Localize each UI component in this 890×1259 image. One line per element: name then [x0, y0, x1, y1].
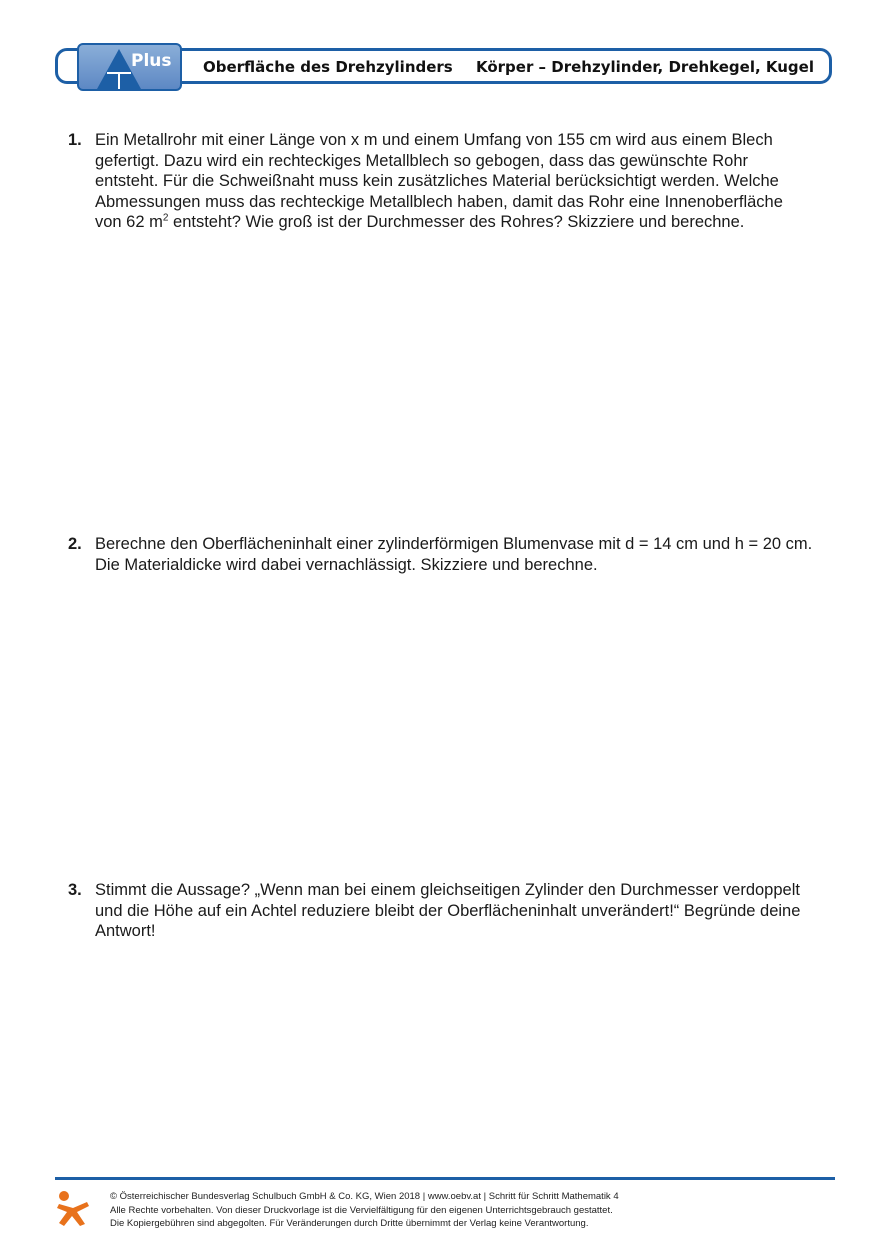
- oebv-figure-icon: [55, 1190, 91, 1228]
- task-1: [68, 130, 813, 233]
- task-number: 3.: [68, 881, 82, 899]
- task-2: [68, 534, 813, 575]
- task-3: [68, 880, 813, 942]
- footer-line: Die Kopiergebühren sind abgegolten. Für Veränderungen durch Dritte übernimmt der Verlag keine Verantwortung.: [110, 1218, 589, 1229]
- page-title: Oberfläche des Drehzylinders: [203, 58, 453, 76]
- task-number: 2.: [68, 535, 82, 553]
- logo-label: Plus: [131, 51, 172, 71]
- task-text: Berechne den Oberflächeninhalt einer zylinderförmigen Blumenvase mit d = 14 cm und h = 20 cm. Die Materialdicke wird dabei vernachlässigt. Skizziere und berechne.: [95, 535, 813, 574]
- task-text-part: entsteht? Wie groß ist der Durchmesser des Rohres? Skizziere und berechne.: [168, 213, 745, 231]
- task-text: [95, 130, 813, 233]
- task-text: Stimmt die Aussage? „Wenn man bei einem gleichseitigen Zylinder den Durchmesser verdoppelt und die Höhe auf ein Achtel reduziere bleibt der Oberflächeninhalt unverändert!“ Begründe deine Antwort!: [95, 881, 801, 940]
- footer-copyright: [110, 1190, 619, 1231]
- task-number: 1.: [68, 131, 82, 149]
- superscript: 2: [162, 212, 169, 224]
- footer-line: © Österreichischer Bundesverlag Schulbuch GmbH & Co. KG, Wien 2018 | www.oebv.at | Schritt für Schritt Mathematik 4: [110, 1191, 619, 1202]
- chapter-topic: Körper – Drehzylinder, Drehkegel, Kugel: [475, 58, 814, 76]
- footer-divider: [55, 1177, 835, 1180]
- task-text-part: Ein Metallrohr mit einer Länge von x m und einem Umfang von 155 cm wird aus einem Blech gefertigt. Dazu wird ein rechteckiges Metallblech so gebogen, dass das gewünschte Rohr entsteht. Für die Schweißnaht muss kein zusätzliches Material berücksichtigt werden. Welche Abmessungen muss das rechteckige Metallblech haben, damit das Rohr eine Innenoberfläche von 62 m: [95, 131, 783, 231]
- plus-logo: [77, 43, 182, 91]
- footer-line: Alle Rechte vorbehalten. Von dieser Druckvorlage ist die Vervielfältigung für den eigenen Unterrichtsgebrauch gestattet.: [110, 1204, 613, 1216]
